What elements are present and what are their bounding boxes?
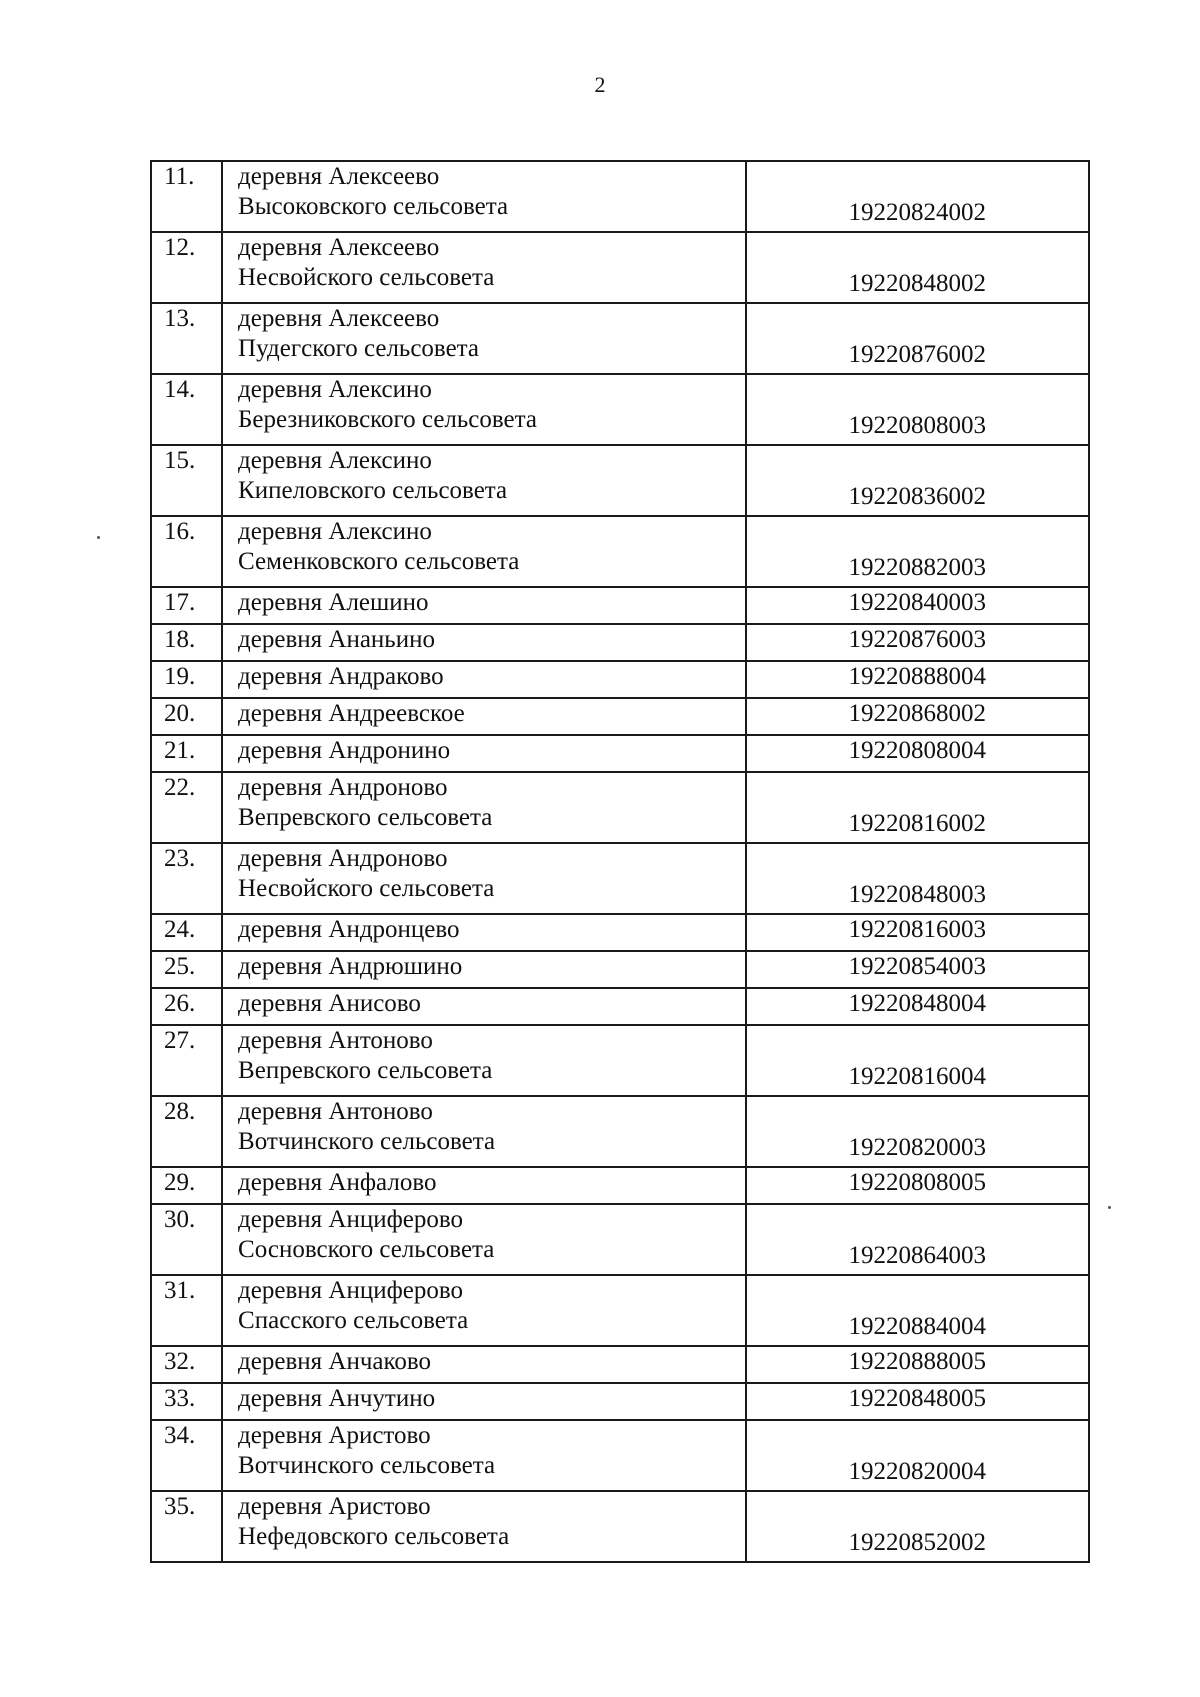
settlement-cell: [222, 1167, 745, 1204]
oktmo-code: 19220808003: [746, 374, 1089, 445]
settlement-cell: [222, 988, 745, 1025]
settlement-cell: [222, 232, 745, 303]
row-number: 13.: [151, 303, 222, 374]
settlement-cell: [222, 303, 745, 374]
table-row: [151, 698, 1089, 735]
settlement-cell: [222, 698, 745, 735]
oktmo-code: 19220876003: [746, 624, 1089, 661]
settlement-name: деревня Анчутино: [238, 1385, 436, 1412]
settlement-name: деревня Алексино: [238, 376, 432, 403]
oktmo-code: 19220854003: [746, 951, 1089, 988]
table-row: [151, 1096, 1089, 1167]
table-row: [151, 232, 1089, 303]
settlement-name: деревня Антоново: [238, 1027, 433, 1054]
settlement-cell: [222, 735, 745, 772]
table-row: [151, 951, 1089, 988]
row-number: 22.: [151, 772, 222, 843]
settlement-name: деревня Антоново: [238, 1098, 433, 1125]
row-number: 23.: [151, 843, 222, 914]
council-name: Вепревского сельсовета: [238, 804, 493, 831]
settlement-name: деревня Андраково: [238, 663, 444, 690]
row-number: 18.: [151, 624, 222, 661]
row-number: 34.: [151, 1420, 222, 1491]
row-number: 32.: [151, 1346, 222, 1383]
table-row: [151, 735, 1089, 772]
oktmo-code: 19220808005: [746, 1167, 1089, 1204]
table-row: [151, 1420, 1089, 1491]
row-number: 24.: [151, 914, 222, 951]
table-row: [151, 914, 1089, 951]
oktmo-code: 19220848003: [746, 843, 1089, 914]
settlement-name: деревня Анциферово: [238, 1206, 464, 1233]
settlement-cell: [222, 1025, 745, 1096]
row-number: 35.: [151, 1491, 222, 1562]
oktmo-code: 19220820004: [746, 1420, 1089, 1491]
table-row: [151, 624, 1089, 661]
settlement-cell: [222, 1491, 745, 1562]
settlement-name: деревня Анфалово: [238, 1169, 437, 1196]
council-name: Несвойского сельсовета: [238, 264, 495, 291]
settlement-cell: [222, 161, 745, 232]
scan-speck: [1108, 1206, 1111, 1209]
oktmo-code: 19220884004: [746, 1275, 1089, 1346]
oktmo-code: 19220808004: [746, 735, 1089, 772]
council-name: Высоковского сельсовета: [238, 193, 509, 220]
table-row: [151, 988, 1089, 1025]
table-row: [151, 1204, 1089, 1275]
settlement-cell: [222, 1383, 745, 1420]
settlement-name: деревня Алексеево: [238, 305, 440, 332]
settlement-cell: [222, 516, 745, 587]
settlement-cell: [222, 914, 745, 951]
oktmo-code: 19220848004: [746, 988, 1089, 1025]
row-number: 28.: [151, 1096, 222, 1167]
row-number: 25.: [151, 951, 222, 988]
settlement-name: деревня Анчаково: [238, 1348, 432, 1375]
settlement-name: деревня Андроново: [238, 845, 448, 872]
table-row: [151, 161, 1089, 232]
row-number: 12.: [151, 232, 222, 303]
oktmo-code: 19220816003: [746, 914, 1089, 951]
row-number: 14.: [151, 374, 222, 445]
settlement-cell: [222, 1204, 745, 1275]
settlements-table-body: [151, 161, 1089, 1562]
settlement-name: деревня Анисово: [238, 990, 421, 1017]
oktmo-code: 19220836002: [746, 445, 1089, 516]
table-row: [151, 772, 1089, 843]
oktmo-code: 19220848002: [746, 232, 1089, 303]
row-number: 15.: [151, 445, 222, 516]
row-number: 31.: [151, 1275, 222, 1346]
council-name: Несвойского сельсовета: [238, 875, 495, 902]
oktmo-code: 19220816002: [746, 772, 1089, 843]
council-name: Березниковского сельсовета: [238, 406, 537, 433]
settlement-name: деревня Аристово: [238, 1422, 431, 1449]
table-row: [151, 1346, 1089, 1383]
oktmo-code: 19220840003: [746, 587, 1089, 624]
table-row: [151, 843, 1089, 914]
council-name: Сосновского сельсовета: [238, 1236, 495, 1263]
settlement-cell: [222, 374, 745, 445]
settlement-cell: [222, 1096, 745, 1167]
table-row: [151, 445, 1089, 516]
settlement-name: деревня Андрюшино: [238, 953, 463, 980]
council-name: Нефедовского сельсовета: [238, 1523, 510, 1550]
settlement-name: деревня Алексеево: [238, 163, 440, 190]
settlement-name: деревня Алешино: [238, 589, 429, 616]
settlement-cell: [222, 843, 745, 914]
table-row: [151, 1167, 1089, 1204]
settlement-cell: [222, 951, 745, 988]
row-number: 30.: [151, 1204, 222, 1275]
row-number: 21.: [151, 735, 222, 772]
table-row: [151, 1383, 1089, 1420]
oktmo-code: 19220868002: [746, 698, 1089, 735]
row-number: 17.: [151, 587, 222, 624]
settlement-cell: [222, 445, 745, 516]
settlement-cell: [222, 624, 745, 661]
settlement-cell: [222, 1420, 745, 1491]
row-number: 20.: [151, 698, 222, 735]
council-name: Семенковского сельсовета: [238, 548, 520, 575]
row-number: 27.: [151, 1025, 222, 1096]
table-row: [151, 303, 1089, 374]
table-row: [151, 661, 1089, 698]
page-number: 2: [594, 72, 606, 97]
council-name: Вепревского сельсовета: [238, 1057, 493, 1084]
row-number: 16.: [151, 516, 222, 587]
oktmo-code: 19220888005: [746, 1346, 1089, 1383]
table-row: [151, 374, 1089, 445]
settlement-name: деревня Андронино: [238, 737, 451, 764]
settlement-cell: [222, 1346, 745, 1383]
oktmo-code: 19220816004: [746, 1025, 1089, 1096]
settlement-cell: [222, 587, 745, 624]
oktmo-code: 19220876002: [746, 303, 1089, 374]
row-number: 29.: [151, 1167, 222, 1204]
row-number: 26.: [151, 988, 222, 1025]
settlement-name: деревня Алексеево: [238, 234, 440, 261]
council-name: Пудегского сельсовета: [238, 335, 480, 362]
row-number: 19.: [151, 661, 222, 698]
table-row: [151, 587, 1089, 624]
row-number: 11.: [151, 161, 222, 232]
table-row: [151, 1025, 1089, 1096]
settlement-name: деревня Алексино: [238, 447, 432, 474]
table-row: [151, 1491, 1089, 1562]
oktmo-code: 19220824002: [746, 161, 1089, 232]
oktmo-code: 19220852002: [746, 1491, 1089, 1562]
council-name: Вотчинского сельсовета: [238, 1128, 496, 1155]
settlement-name: деревня Андроново: [238, 774, 448, 801]
settlement-cell: [222, 1275, 745, 1346]
council-name: Спасского сельсовета: [238, 1307, 469, 1334]
settlement-cell: [222, 772, 745, 843]
oktmo-code: 19220882003: [746, 516, 1089, 587]
settlement-cell: [222, 661, 745, 698]
settlement-name: деревня Ананьино: [238, 626, 435, 653]
oktmo-code: 19220864003: [746, 1204, 1089, 1275]
council-name: Кипеловского сельсовета: [238, 477, 508, 504]
table-row: [151, 516, 1089, 587]
scan-speck: [97, 536, 100, 539]
oktmo-code: 19220848005: [746, 1383, 1089, 1420]
settlement-name: деревня Алексино: [238, 518, 432, 545]
settlement-name: деревня Андронцево: [238, 916, 460, 943]
settlements-table: [150, 160, 1090, 1563]
council-name: Вотчинского сельсовета: [238, 1452, 496, 1479]
settlement-name: деревня Анциферово: [238, 1277, 464, 1304]
row-number: 33.: [151, 1383, 222, 1420]
settlement-name: деревня Андреевское: [238, 700, 465, 727]
table-row: [151, 1275, 1089, 1346]
settlement-name: деревня Аристово: [238, 1493, 431, 1520]
oktmo-code: 19220888004: [746, 661, 1089, 698]
oktmo-code: 19220820003: [746, 1096, 1089, 1167]
